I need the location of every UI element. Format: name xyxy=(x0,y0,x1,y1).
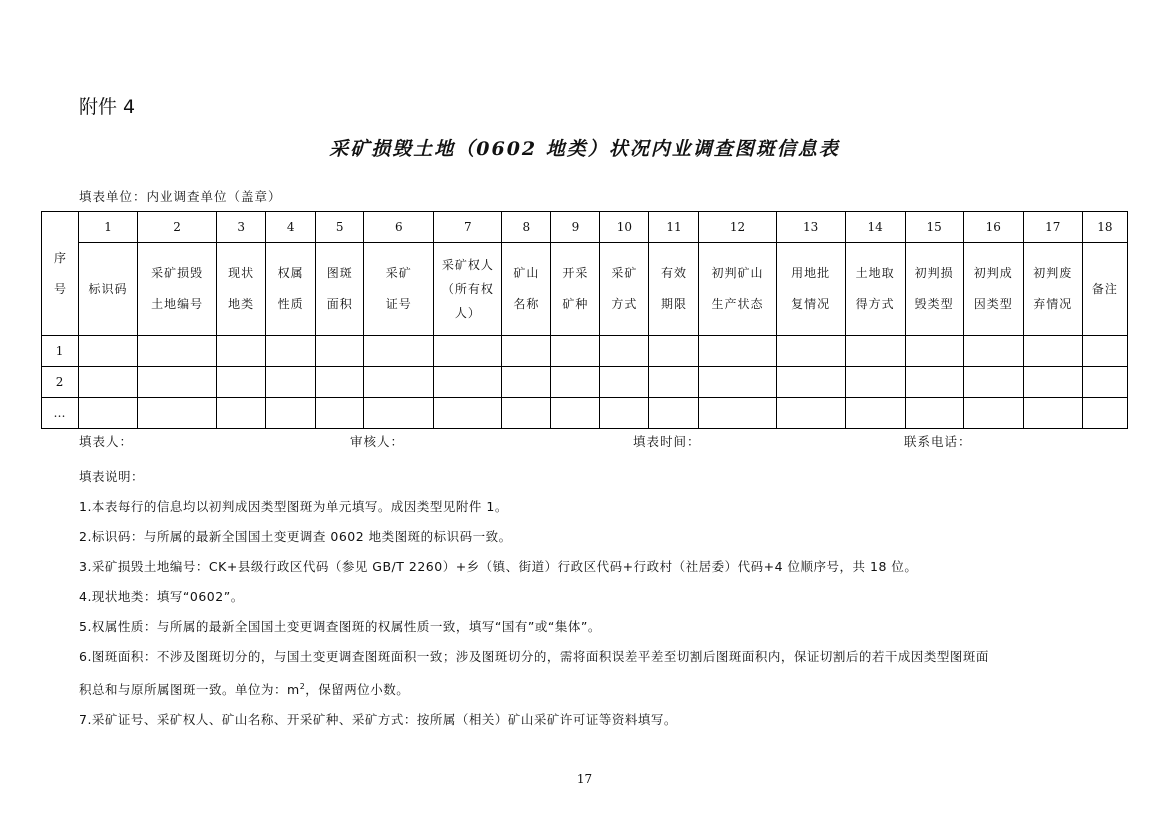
column-header xyxy=(905,243,963,336)
table-row xyxy=(42,367,1128,398)
column-number: 5 xyxy=(316,212,364,243)
table-cell[interactable] xyxy=(963,367,1023,398)
table-cell[interactable] xyxy=(845,336,905,367)
table-cell[interactable] xyxy=(1082,336,1127,367)
column-header xyxy=(364,243,434,336)
column-number: 12 xyxy=(699,212,776,243)
table-cell[interactable] xyxy=(79,398,138,429)
column-number: 8 xyxy=(502,212,551,243)
table-cell[interactable] xyxy=(600,398,649,429)
table-cell[interactable] xyxy=(776,398,845,429)
table-row xyxy=(42,336,1128,367)
table-cell[interactable] xyxy=(551,367,600,398)
instruction-text: 积总和与原所属图斑一致。单位为：m xyxy=(79,682,300,698)
column-header-label: 用地批复情况 xyxy=(791,266,831,311)
row-label: … xyxy=(42,398,79,429)
column-number: 15 xyxy=(905,212,963,243)
column-header-label: 采矿证号 xyxy=(385,266,412,311)
table-cell[interactable] xyxy=(649,367,699,398)
seq-header-cell xyxy=(42,212,79,336)
table-cell[interactable] xyxy=(434,398,502,429)
table-cell[interactable] xyxy=(600,367,649,398)
table-cell[interactable] xyxy=(1023,336,1082,367)
column-header xyxy=(434,243,502,336)
table-cell[interactable] xyxy=(79,336,138,367)
column-number: 13 xyxy=(776,212,845,243)
table-row xyxy=(42,398,1128,429)
table-cell[interactable] xyxy=(600,336,649,367)
column-header xyxy=(266,243,316,336)
column-header-label: 采矿方式 xyxy=(611,266,638,311)
column-number: 18 xyxy=(1082,212,1127,243)
table-cell[interactable] xyxy=(266,336,316,367)
table-cell[interactable] xyxy=(776,336,845,367)
column-header xyxy=(1023,243,1082,336)
table-cell[interactable] xyxy=(699,336,776,367)
table-cell[interactable] xyxy=(905,367,963,398)
filler-label: 填表人： xyxy=(79,434,134,449)
table-cell[interactable] xyxy=(217,398,266,429)
instruction-item: 3.采矿损毁土地编号：CK+县级行政区代码（参见 GB/T 2260）+乡（镇、街道）行政区代码+行政村（社居委）代码+4 位顺序号，共 18 位。 xyxy=(79,559,918,574)
column-header xyxy=(600,243,649,336)
table-cell[interactable] xyxy=(649,336,699,367)
table-cell[interactable] xyxy=(845,367,905,398)
survey-table xyxy=(41,211,1128,429)
table-cell[interactable] xyxy=(266,367,316,398)
column-header xyxy=(502,243,551,336)
table-cell[interactable] xyxy=(551,398,600,429)
column-header-row xyxy=(42,243,1128,336)
column-header-label: 初判损毁类型 xyxy=(914,266,954,311)
table-cell[interactable] xyxy=(79,367,138,398)
column-header-label: 权属性质 xyxy=(277,266,304,311)
column-number: 11 xyxy=(649,212,699,243)
unit-superscript: 2 xyxy=(299,682,306,691)
column-header-label: 初判成因类型 xyxy=(973,266,1013,311)
table-cell[interactable] xyxy=(364,336,434,367)
column-header-label: 矿山名称 xyxy=(513,266,540,311)
column-header-label: 土地取得方式 xyxy=(855,266,895,311)
column-header-label: 备注 xyxy=(1091,281,1118,296)
column-header xyxy=(845,243,905,336)
table-cell[interactable] xyxy=(364,398,434,429)
table-cell[interactable] xyxy=(434,367,502,398)
column-header-label: 初判废弃情况 xyxy=(1033,266,1073,311)
table-cell[interactable] xyxy=(649,398,699,429)
table-cell[interactable] xyxy=(364,367,434,398)
table-cell[interactable] xyxy=(1082,398,1127,429)
table-cell[interactable] xyxy=(138,398,217,429)
column-number: 10 xyxy=(600,212,649,243)
row-label: 2 xyxy=(42,367,79,398)
column-number: 17 xyxy=(1023,212,1082,243)
table-cell[interactable] xyxy=(316,398,364,429)
column-header xyxy=(963,243,1023,336)
column-header-label: 标识码 xyxy=(88,281,128,296)
column-number: 2 xyxy=(138,212,217,243)
table-cell[interactable] xyxy=(217,367,266,398)
instruction-text: ，保留两位小数。 xyxy=(305,682,410,698)
table-cell[interactable] xyxy=(699,398,776,429)
column-header-label: 采矿损毁土地编号 xyxy=(151,266,204,311)
table-cell[interactable] xyxy=(845,398,905,429)
column-number: 4 xyxy=(266,212,316,243)
column-number: 14 xyxy=(845,212,905,243)
column-number: 3 xyxy=(217,212,266,243)
column-header xyxy=(1082,243,1127,336)
instructions xyxy=(79,462,1099,735)
seq-header: 序号 xyxy=(54,250,67,296)
column-number: 16 xyxy=(963,212,1023,243)
column-header xyxy=(217,243,266,336)
column-header-label: 有效期限 xyxy=(660,266,687,311)
annex-label: 附件 4 xyxy=(79,96,136,118)
instruction-item: 5.权属性质：与所属的最新全国国土变更调查图斑的权属性质一致，填写“国有”或“集体”。 xyxy=(79,619,601,634)
column-header-label: 采矿权人（所有权人） xyxy=(441,258,494,320)
table-cell[interactable] xyxy=(963,336,1023,367)
instructions-heading: 填表说明： xyxy=(79,469,145,484)
column-header xyxy=(79,243,138,336)
column-number: 9 xyxy=(551,212,600,243)
instruction-item: 6.图斑面积：不涉及图斑切分的，与国土变更调查图斑面积一致；涉及图斑切分的，需将面积误差平差至切割后图斑面积内，保证切割后的若干成因类型图斑面 xyxy=(79,649,989,664)
fill-time-label: 填表时间： xyxy=(633,434,701,449)
table-cell[interactable] xyxy=(1023,398,1082,429)
table-cell[interactable] xyxy=(502,367,551,398)
form-title: 采矿损毁土地（0602 地类）状况内业调查图斑信息表 xyxy=(329,138,840,160)
row-label: 1 xyxy=(42,336,79,367)
column-number: 6 xyxy=(364,212,434,243)
column-header xyxy=(699,243,776,336)
table-cell[interactable] xyxy=(551,336,600,367)
table-cell[interactable] xyxy=(502,336,551,367)
instruction-item-continued xyxy=(79,672,1099,705)
table-cell[interactable] xyxy=(217,336,266,367)
column-header-label: 图斑面积 xyxy=(326,266,353,311)
column-number: 1 xyxy=(79,212,138,243)
instruction-item: 7.采矿证号、采矿权人、矿山名称、开采矿种、采矿方式：按所属（相关）矿山采矿许可证等资料填写。 xyxy=(79,712,677,728)
table-cell[interactable] xyxy=(1023,367,1082,398)
table-cell[interactable] xyxy=(266,398,316,429)
table-cell[interactable] xyxy=(905,336,963,367)
table-cell[interactable] xyxy=(434,336,502,367)
reviewer-label: 审核人： xyxy=(350,434,405,449)
column-header xyxy=(138,243,217,336)
column-header xyxy=(316,243,364,336)
page-number: 17 xyxy=(576,772,593,786)
column-header xyxy=(649,243,699,336)
column-header xyxy=(551,243,600,336)
table-cell[interactable] xyxy=(138,367,217,398)
table-cell[interactable] xyxy=(138,336,217,367)
column-number: 7 xyxy=(434,212,502,243)
instruction-item: 1.本表每行的信息均以初判成因类型图斑为单元填写。成因类型见附件 1。 xyxy=(79,499,508,514)
instruction-item: 4.现状地类：填写“0602”。 xyxy=(79,589,244,604)
table-cell[interactable] xyxy=(776,367,845,398)
table-cell[interactable] xyxy=(963,398,1023,429)
column-header-label: 初判矿山生产状态 xyxy=(711,266,764,311)
fill-unit-label: 填表单位：内业调查单位（盖章） xyxy=(79,189,282,204)
table-cell[interactable] xyxy=(905,398,963,429)
table-cell[interactable] xyxy=(316,336,364,367)
column-header xyxy=(776,243,845,336)
column-header-label: 开采矿种 xyxy=(562,266,589,311)
column-number-row xyxy=(42,212,1128,243)
contact-phone-label: 联系电话： xyxy=(904,434,972,449)
table-cell[interactable] xyxy=(1082,367,1127,398)
instruction-item: 2.标识码：与所属的最新全国国土变更调查 0602 地类图斑的标识码一致。 xyxy=(79,529,512,544)
column-header-label: 现状地类 xyxy=(228,266,255,311)
table-cell[interactable] xyxy=(502,398,551,429)
table-cell[interactable] xyxy=(316,367,364,398)
table-cell[interactable] xyxy=(699,367,776,398)
